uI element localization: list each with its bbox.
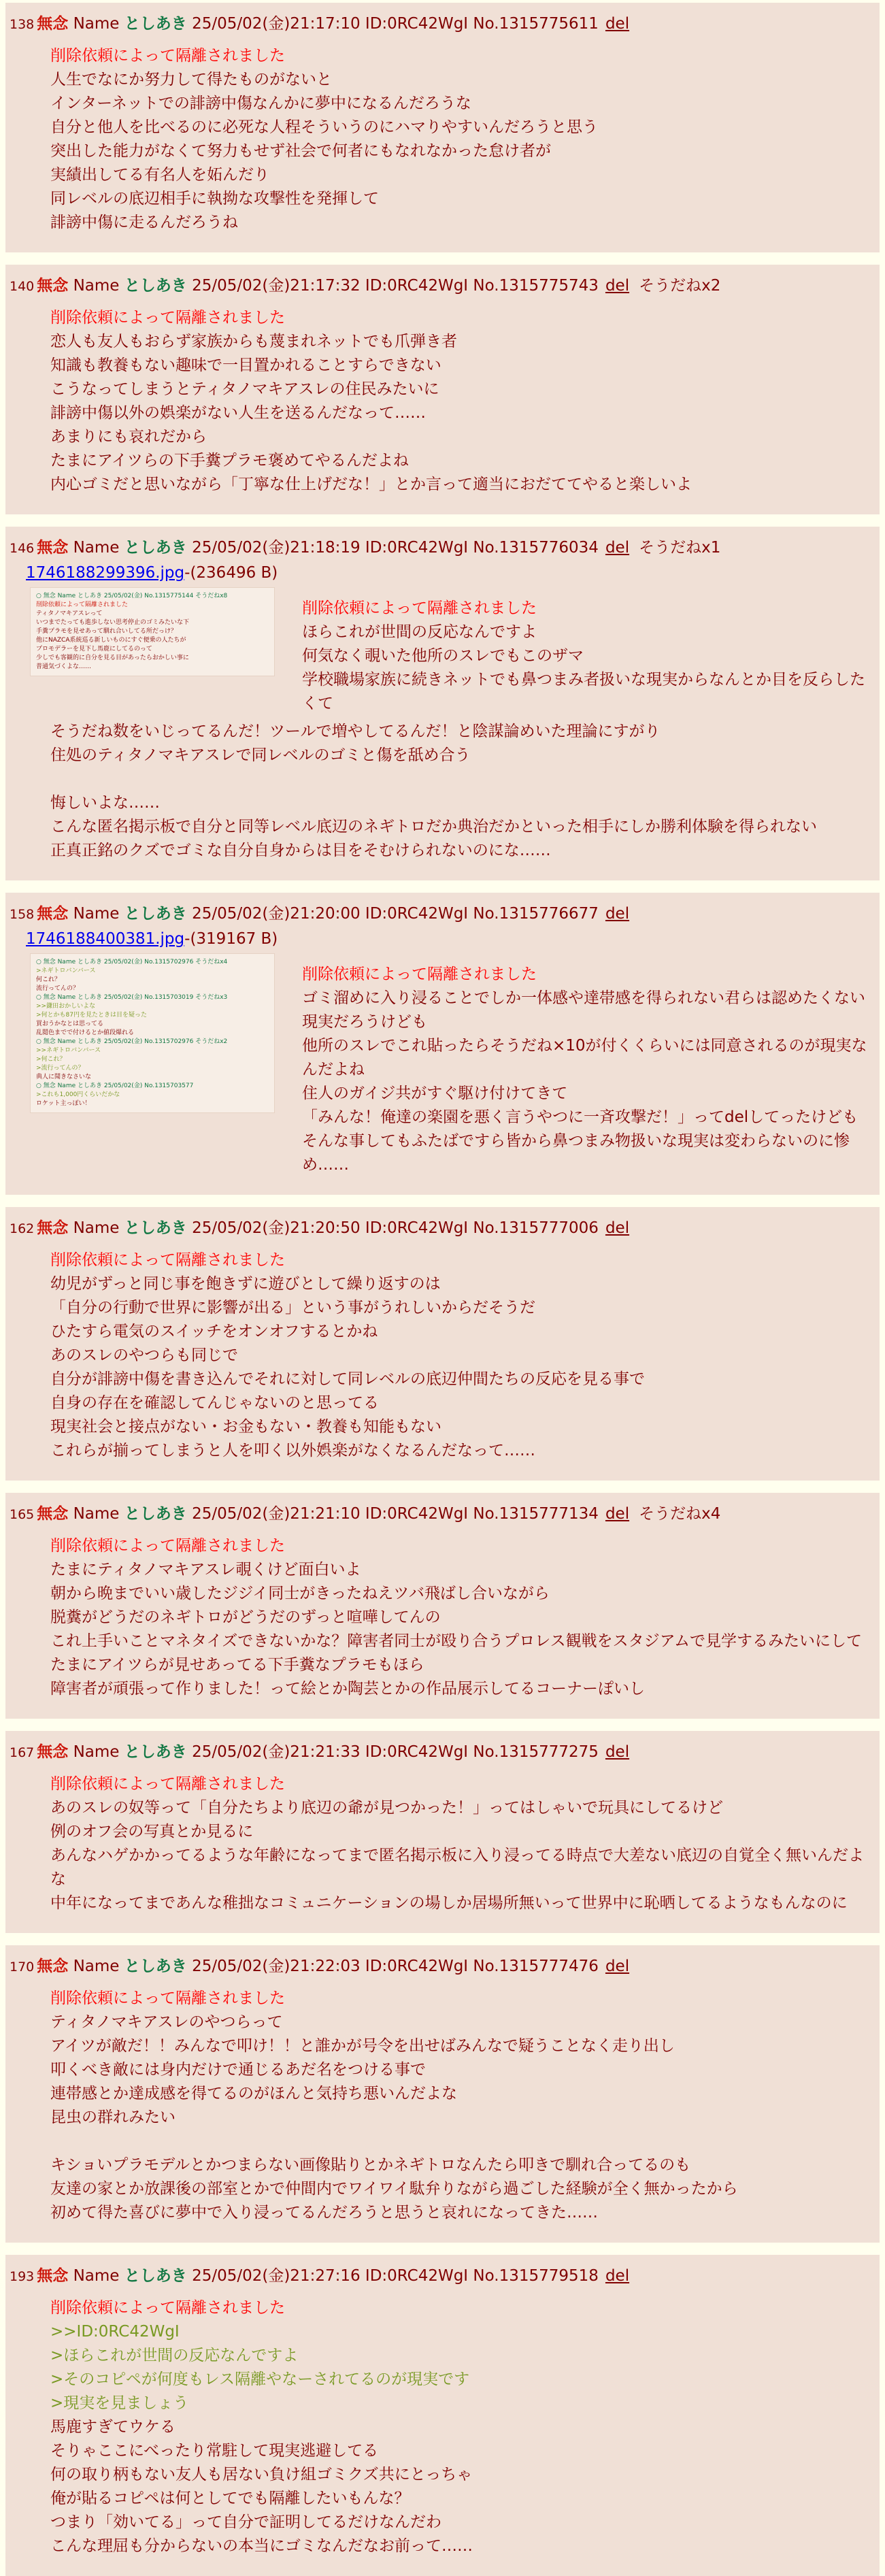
thumbnail-text: >何これ？ [36, 1056, 66, 1063]
body-line: 幼児がずっと同じ事を飽きずに遊びとして繰り返すのは [50, 1275, 441, 1293]
body-line: 「みんな！俺達の楽園を悪く言うやつに一斉攻撃だ！」ってdelしてったけども [302, 1108, 858, 1126]
del-link[interactable]: del [605, 277, 630, 295]
body-line: たまにアイツらの下手糞プラモ褒めてやるんだよね [50, 452, 409, 469]
thumbnail-text: ロケット主っぽい！ [36, 1100, 91, 1107]
body-line: あのスレの奴等って「自分たちより底辺の爺が見つかった！」ってはしゃいで玩具にしてるけど [50, 1799, 723, 1817]
post-id-number[interactable]: No.1315776034 [473, 539, 599, 557]
post-subject: 無念 [37, 2267, 69, 2285]
thumbnail-text: 手糞プラモを見せあって馴れ合いしてる所だっけ？ [36, 628, 177, 635]
post-id-number[interactable]: No.1315775743 [473, 277, 599, 295]
body-line: 例のオフ会の写真とか見るに [50, 1823, 254, 1840]
thumbnail-text: >これも1,000円くらいだかな [36, 1091, 120, 1098]
post-content-with-image [26, 584, 870, 716]
post-header [10, 1215, 870, 1242]
attachment-link[interactable]: 1746188299396.jpg [26, 564, 185, 582]
post-datetime: 25/05/02(金)21:17:32 [192, 277, 361, 295]
post-content-with-image [26, 951, 870, 1177]
body-line: 悔しいよな…… [50, 794, 160, 812]
body-line: 同レベルの底辺相手に執拗な攻撃性を発揮して [50, 190, 379, 208]
post [5, 265, 880, 514]
post-body [50, 44, 870, 235]
poster-name: としあき [124, 1958, 187, 1975]
body-line: ゴミ溜めに入り浸ることでしか一体感や達帯感を得られない君らは認めたくない現実だろうけども [302, 989, 865, 1031]
body-line: 誹謗中傷に走るんだろうね [50, 214, 238, 231]
post-body [50, 306, 870, 497]
thumbnail-text: 買おうかなとは思ってる [36, 1021, 104, 1027]
body-line: たまにティタノマキアスレ覗くけど面白いよ [50, 1561, 361, 1579]
body-line: 連帯感とか達成感を得てるのがほんと気持ち悪いんだよな [50, 2085, 457, 2102]
body-line: 住人のガイジ共がすぐ駆け付けてきて [302, 1085, 568, 1102]
del-link[interactable]: del [605, 1219, 630, 1237]
post-number: 146 [10, 541, 35, 556]
post-body [50, 1534, 870, 1701]
post-id-number[interactable]: No.1315777134 [473, 1505, 599, 1523]
body-line: 俺が貼るコピペは何としてでも隔離したいもんな？ [50, 2490, 410, 2507]
body-line: 中年になってまであんな稚拙なコミュニケーションの場しか居場所無いって世界中に恥晒してるようなもんなのに [50, 1894, 848, 1912]
post-body [50, 1249, 870, 1463]
poster-id: ID:0RC42WgI [365, 539, 469, 557]
body-line: 学校職場家族に続きネットでも鼻つまみ者扱いな現実からなんとか目を反らしたくて [302, 671, 865, 712]
post-body [50, 720, 870, 863]
poster-id: ID:0RC42WgI [365, 1505, 469, 1523]
body-line: 障害者が頑張って作りました！って絵とか陶芸とかの作品展示してるコーナーぽいし [50, 1680, 645, 1698]
body-line: キショいプラモデルとかつまらない画像貼りとかネギトロなんたら叩きで馴れ合ってるのも [50, 2156, 691, 2174]
body-line: 誹謗中傷以外の娯楽がない人生を送るんだなって…… [50, 404, 426, 422]
sodane-button[interactable]: そうだねx4 [639, 1505, 721, 1523]
post [5, 2255, 880, 2576]
post-header [10, 535, 870, 561]
poster-name: としあき [124, 2267, 187, 2285]
removed-notice: 削除依頼によって隔離されました [50, 2299, 285, 2317]
body-line: 住処のティタノマキアスレで同レベルのゴミと傷を舐め合う [50, 746, 471, 764]
thumbnail-text: ○ 無念 Name としあき 25/05/02(金) No.1315702976 そうだねx2 [36, 1038, 228, 1045]
body-line: インターネットでの誹謗中傷なんかに夢中になるんだろうな [50, 95, 471, 112]
poster-name: としあき [124, 15, 187, 33]
thumbnail-text: 削除依頼によって隔離されました [36, 601, 129, 608]
body-line: そんな事してもふたばですら皆から鼻つまみ物扱いな現実は変わらないのに惨め…… [302, 1132, 850, 1174]
body-line: 他所のスレでこれ貼ったらそうだね×10が付くくらいには同意されるのが現実なんだよね [302, 1037, 867, 1078]
thumbnail-text: 何これ？ [36, 976, 61, 983]
thumbnail-text: ○ 無念 Name としあき 25/05/02(金) No.1315702976 そうだねx4 [36, 959, 228, 965]
post-header [10, 2263, 870, 2290]
name-label: Name [73, 905, 120, 923]
body-line: ひたすら電気のスイッチをオンオフするとかね [50, 1323, 378, 1340]
poster-name: としあき [124, 539, 187, 557]
post-header [10, 11, 870, 37]
del-link[interactable]: del [605, 15, 630, 33]
post-header [10, 273, 870, 299]
post-id-number[interactable]: No.1315775611 [473, 15, 599, 33]
name-label: Name [73, 15, 120, 33]
file-info [26, 927, 870, 951]
post-datetime: 25/05/02(金)21:20:50 [192, 1219, 361, 1237]
body-line: 何の取り柄もない友人も居ない負け組ゴミクズ共にとっちゃ [50, 2466, 473, 2483]
post-subject: 無念 [37, 1958, 69, 1975]
post [5, 1207, 880, 1481]
body-line: そりゃここにべったり常駐して現実逃避してる [50, 2442, 379, 2460]
post-body [50, 2296, 870, 2558]
body-line: つまり「効いてる」って自分で証明してるだけなんだわ [50, 2513, 441, 2531]
quote-line: >現実を見ましょう [50, 2394, 189, 2412]
body-line: 脱糞がどうだのネギトロがどうだのずっと喧嘩してんの [50, 1608, 441, 1626]
body-line: これ上手いことマネタイズできないかな？障害者同士が殴り合うプロレス観戦をスタジアムで見学するみたいにして [50, 1632, 863, 1650]
post-number: 162 [10, 1221, 35, 1236]
post-datetime: 25/05/02(金)21:18:19 [192, 539, 361, 557]
poster-name: としあき [124, 905, 187, 923]
poster-name: としあき [124, 1743, 187, 1761]
body-line: ティタノマキアスレのやつらって [50, 2013, 283, 2031]
thumbnail-text: 普通気づくよな…… [36, 663, 92, 670]
body-line [50, 2130, 870, 2153]
poster-name: としあき [124, 1505, 187, 1523]
removed-notice: 削除依頼によって隔離されました [50, 1251, 285, 1269]
body-line: 「自分の行動で世界に影響が出る」という事がうれしいからだそうだ [50, 1299, 535, 1317]
quote-line: >ほらこれが世間の反応なんですよ [50, 2347, 299, 2364]
thumbnail-text: ○ 無念 Name としあき 25/05/02(金) No.1315775144 そうだねx8 [36, 593, 228, 599]
post-id-number[interactable]: No.1315777476 [473, 1958, 599, 1975]
body-line: 昆虫の群れみたい [50, 2109, 176, 2126]
post [5, 1731, 880, 1933]
thumbnail-text: 流行ってんの？ [36, 985, 80, 992]
body-line: 馬鹿すぎてウケる [50, 2418, 176, 2436]
removed-notice: 削除依頼によって隔離されました [50, 1989, 285, 2007]
thumbnail-text: いつまでたっても進歩しない思考停止のゴミみたいな下 [36, 619, 190, 626]
del-link[interactable]: del [605, 2267, 630, 2285]
post [5, 527, 880, 880]
sodane-button[interactable]: そうだねx1 [639, 539, 721, 557]
post-id-number[interactable]: No.1315777275 [473, 1743, 599, 1761]
name-label: Name [73, 1958, 120, 1975]
body-line: 正真正銘のクズでゴミな自分自身からは目をそむけられないのにな…… [50, 842, 551, 859]
post-subject: 無念 [37, 277, 69, 295]
removed-notice: 削除依頼によって隔離されました [50, 1537, 285, 1555]
post-datetime: 25/05/02(金)21:22:03 [192, 1958, 361, 1975]
quote-line: >>ID:0RC42WgI [50, 2323, 180, 2341]
poster-id: ID:0RC42WgI [365, 1958, 469, 1975]
body-line: あんなハゲかかってるような年齢になってまで匿名掲示板に入り浸ってる時点で大差ない底辺の自覚全く無いんだよな [50, 1847, 864, 1888]
thumbnail-text: 少しでも客観的に自分を見る目があったらおかしい事に [36, 655, 189, 661]
body-line: こんな理屈も分からないの本当にゴミなんだなお前って…… [50, 2537, 473, 2555]
post-body [302, 963, 870, 1177]
poster-id: ID:0RC42WgI [365, 905, 469, 923]
post-number: 138 [10, 17, 35, 32]
post-datetime: 25/05/02(金)21:17:10 [192, 15, 361, 33]
post [5, 1945, 880, 2243]
thumbnail-text: >ネギトロバンバース [36, 968, 96, 974]
body-line: 叩くべき敵には身内だけで通じるあだ名をつける事で [50, 2061, 426, 2079]
body-line: こうなってしまうとティタノマキアスレの住民みたいに [50, 380, 439, 398]
post-datetime: 25/05/02(金)21:27:16 [192, 2267, 361, 2285]
body-line: 恋人も友人もおらず家族からも蔑まれネットでも爪弾き者 [50, 333, 457, 350]
attachment-thumbnail[interactable] [30, 953, 275, 1113]
post-datetime: 25/05/02(金)21:21:10 [192, 1505, 361, 1523]
del-link[interactable]: del [605, 1743, 630, 1761]
post-header [10, 1501, 870, 1528]
removed-notice: 削除依頼によって隔離されました [302, 599, 537, 617]
attachment-thumbnail[interactable] [30, 587, 275, 676]
body-line: 現実社会と接点がない・お金もない・教養も知能もない [50, 1418, 441, 1436]
body-line: あのスレのやつらも同じで [50, 1347, 238, 1364]
post-number: 140 [10, 279, 35, 294]
del-link[interactable]: del [605, 539, 630, 557]
body-line: 朝から晩までいい歳したジジイ同士がきったねえツバ飛ばし合いながら [50, 1585, 550, 1602]
name-label: Name [73, 1743, 120, 1761]
body-line: ほらこれが世間の反応なんですよ [302, 623, 537, 641]
post-number: 193 [10, 2269, 35, 2284]
thumbnail-text: ティタノマキアスレって [36, 610, 103, 617]
post-datetime: 25/05/02(金)21:20:00 [192, 905, 361, 923]
body-line: たまにアイツらが見せあってる下手糞なプラモもほら [50, 1656, 424, 1674]
thumbnail-text: 典人に聞きなさいな [36, 1074, 92, 1080]
file-size: -(319167 B) [184, 930, 278, 948]
del-link[interactable]: del [605, 1505, 630, 1523]
body-line: これらが揃ってしまうと人を叩く以外娯楽がなくなるんだなって…… [50, 1442, 535, 1459]
file-size: -(236496 B) [184, 564, 278, 582]
post-subject: 無念 [37, 1505, 69, 1523]
body-line: 初めて得た喜びに夢中で入り浸ってるんだろうと思うと哀れになってきた…… [50, 2204, 598, 2222]
body-line: あまりにも哀れだから [50, 428, 207, 446]
body-line [50, 767, 870, 791]
post [5, 3, 880, 252]
removed-notice: 削除依頼によって隔離されました [50, 1775, 285, 1793]
post-body [50, 1987, 870, 2225]
body-line: 知識も教養もない趣味で一目置かれることすらできない [50, 357, 441, 374]
post-number: 170 [10, 1960, 35, 1975]
post [5, 1493, 880, 1719]
poster-name: としあき [124, 277, 187, 295]
body-line: アイツが敵だ！！みんなで叩け！！と誰かが号令を出せばみんなで疑うことなく走り出し [50, 2037, 675, 2055]
poster-name: としあき [124, 1219, 187, 1237]
post-header [10, 1953, 870, 1980]
body-line: 何気なく覗いた他所のスレでもこのザマ [302, 647, 584, 665]
thumbnail-text: 他にNAZCA系統巡る新しいものにすぐ便乗の人たちが [36, 637, 186, 644]
post-subject: 無念 [37, 1219, 69, 1237]
post-body [50, 1772, 870, 1915]
removed-notice: 削除依頼によって隔離されました [50, 47, 285, 65]
post-subject: 無念 [37, 539, 69, 557]
quote-line: >そのコピペが何度もレス隔離やなーされてるのが現実です [50, 2371, 470, 2388]
file-info [26, 561, 870, 584]
name-label: Name [73, 277, 120, 295]
body-line: 自身の存在を確認してんじゃないのと思ってる [50, 1394, 379, 1412]
sodane-button[interactable]: そうだねx2 [639, 277, 721, 295]
body-line: こんな匿名掲示板で自分と同等レベル底辺のネギトロだか典治だかといった相手にしか勝利体験を得られない [50, 818, 817, 836]
post-number: 165 [10, 1507, 35, 1522]
body-line: そうだね数をいじってるんだ！ツールで増やしてるんだ！と陰謀論めいた理論にすがり [50, 723, 661, 740]
attachment-link[interactable]: 1746188400381.jpg [26, 930, 185, 948]
removed-notice: 削除依頼によって隔離されました [302, 965, 537, 983]
thumbnail-text: >>ネギトロバンバース [36, 1047, 101, 1054]
name-label: Name [73, 2267, 120, 2285]
body-line: 人生でなにか努力して得たものがないと [50, 71, 332, 88]
thumbnail-text: ○ 無念 Name としあき 25/05/02(金) No.1315703019 そうだねx3 [36, 994, 228, 1001]
thumbnail-text: プロモデラーを見下し馬鹿にしてるのって [36, 646, 152, 653]
thumbnail-text: >>鎌田おかしいよな [36, 1003, 96, 1010]
post-id-number[interactable]: No.1315776677 [473, 905, 599, 923]
post-datetime: 25/05/02(金)21:21:33 [192, 1743, 361, 1761]
post [5, 893, 880, 1195]
poster-id: ID:0RC42WgI [365, 1219, 469, 1237]
thumbnail-text: >流行ってんの？ [36, 1065, 84, 1072]
body-line: 内心ゴミだと思いながら「丁寧な仕上げだな！」とか言って適当におだててやると楽しいよ [50, 476, 692, 493]
post-header [10, 1739, 870, 1766]
post-header [10, 901, 870, 927]
poster-id: ID:0RC42WgI [365, 277, 469, 295]
post-subject: 無念 [37, 1743, 69, 1761]
post-number: 158 [10, 907, 35, 922]
poster-id: ID:0RC42WgI [365, 1743, 469, 1761]
body-line: 友達の家とか放課後の部室とかで仲間内でワイワイ駄弁りながら過ごした経験が全く無かったから [50, 2180, 738, 2198]
del-link[interactable]: del [605, 1958, 630, 1975]
post-id-number[interactable]: No.1315779518 [473, 2267, 599, 2285]
name-label: Name [73, 539, 120, 557]
post-number: 167 [10, 1745, 35, 1760]
poster-id: ID:0RC42WgI [365, 2267, 469, 2285]
thumbnail-text: >何とかも87円を見たときは目を疑った [36, 1012, 147, 1019]
post-body [302, 597, 870, 716]
thumbnail-text: ○ 無念 Name としあき 25/05/02(金) No.1315703577 [36, 1083, 194, 1089]
thumbnail-text: 乱閲色までで付けるとか値段爆れる [36, 1029, 135, 1036]
body-line: 自分が誹謗中傷を書き込んでそれに対して同レベルの底辺仲間たちの反応を見る事で [50, 1370, 645, 1388]
body-line: 実績出してる有名人を妬んだり [50, 166, 269, 184]
post-subject: 無念 [37, 15, 69, 33]
del-link[interactable]: del [605, 905, 630, 923]
body-line: 突出した能力がなくて努力もせず社会で何者にもなれなかった怠け者が [50, 142, 551, 160]
name-label: Name [73, 1505, 120, 1523]
post-subject: 無念 [37, 905, 69, 923]
removed-notice: 削除依頼によって隔離されました [50, 309, 285, 327]
body-line: 自分と他人を比べるのに必死な人程そういうのにハマりやすいんだろうと思う [50, 118, 598, 136]
name-label: Name [73, 1219, 120, 1237]
poster-id: ID:0RC42WgI [365, 15, 469, 33]
post-id-number[interactable]: No.1315777006 [473, 1219, 599, 1237]
